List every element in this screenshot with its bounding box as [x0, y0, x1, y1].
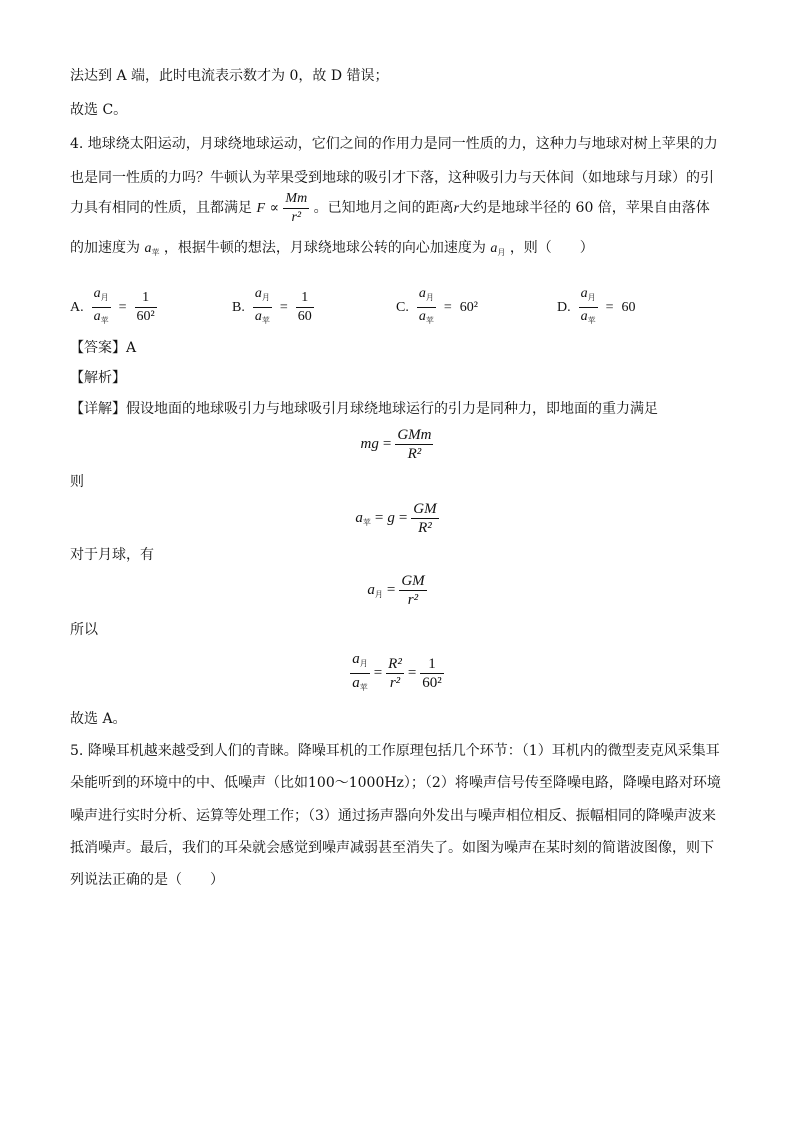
answer-line: 【答案】A [70, 340, 137, 356]
detail-line: 【详解】假设地面的地球吸引力与地球吸引月球绕地球运行的引力是同种力，即地面的重力满足 [70, 401, 658, 417]
equation-1: mg = $\frac{\text{GMm}}{\text{R²}}$ [360, 427, 432, 462]
ze-line: 则 [70, 474, 84, 490]
q5-line-3: 噪声进行实时分析、运算等处理工作；（3）通过扬声器向外发出与噪声相位相反、振幅相同的降噪声波来 [70, 808, 716, 824]
q4-line-1: 4. 地球绕太阳运动，月球绕地球运动，它们之间的作用力是同一性质的力，这种力与地球对树上苹果的力 [70, 136, 718, 152]
equation-2: $a_苹$ = g = $\frac{GM}{\text{R²}}$ [355, 501, 437, 536]
q4-line-3: 力具有相同的性质，且都满足 F ∝ $\frac{Mm}{\text{r²}}$ 。已知地月之间的距离r大约是地球半径的 60 倍，苹果自由落体 [70, 190, 710, 225]
q4-line-4: 的加速度为 $a_苹$ ，根据牛顿的想法，月球绕地球公转的向心加速度为 $a_月$ ，则（ ） [70, 240, 594, 257]
q4-conclusion: 故选 A。 [70, 711, 127, 727]
prev-line-1: 法达到 A 端，此时电流表示数才为 0，故 D 错误； [70, 68, 389, 84]
equation-4: $\frac{a_月}{a_苹}$ = $\frac{\text{R²}}{\text{r²}}$ = $\frac{1}{\text{60²}}$ [352, 651, 442, 692]
option-a[interactable]: A. $\frac{a_月}{a_苹}$ = $\frac{1}{\text{60²}}$ [70, 286, 155, 325]
equation-3: $a_月$ = $\frac{GM}{\text{r²}}$ [367, 573, 425, 608]
q5-line-5: 列说法正确的是（ ） [70, 872, 224, 888]
q5-line-1: 5. 降噪耳机越来越受到人们的青睐。降噪耳机的工作原理包括几个环节：（1）耳机内的微型麦克风采集耳 [70, 743, 720, 759]
moon-line: 对于月球，有 [70, 547, 154, 563]
analysis-tag: 【解析】 [70, 370, 126, 386]
q5-line-4: 抵消噪声。最后，我们的耳朵就会感觉到噪声减弱甚至消失了。如图为噪声在某时刻的简谐波图像，则下 [70, 840, 714, 856]
q5-line-2: 朵能听到的环境中的中、低噪声（比如100～1000Hz）；（2）将噪声信号传至降噪电路，降噪电路对环境 [70, 775, 721, 791]
gravity-fraction: $\frac{Mm}{\text{r²}}$ [285, 190, 308, 225]
suoyi-line: 所以 [70, 622, 98, 638]
prev-line-2: 故选 C。 [70, 102, 128, 118]
q4-line-2: 也是同一性质的力吗？牛顿认为苹果受到地球的吸引才下落，这种吸引力与天体间（如地球与月球）的引 [70, 170, 714, 186]
option-c[interactable]: C. $\frac{a_月}{a_苹}$ = 60² [396, 286, 478, 325]
option-b[interactable]: B. $\frac{a_月}{a_苹}$ = $\frac{1}{60}$ [232, 286, 312, 325]
option-d[interactable]: D. $\frac{a_月}{a_苹}$ = 60 [557, 286, 636, 325]
